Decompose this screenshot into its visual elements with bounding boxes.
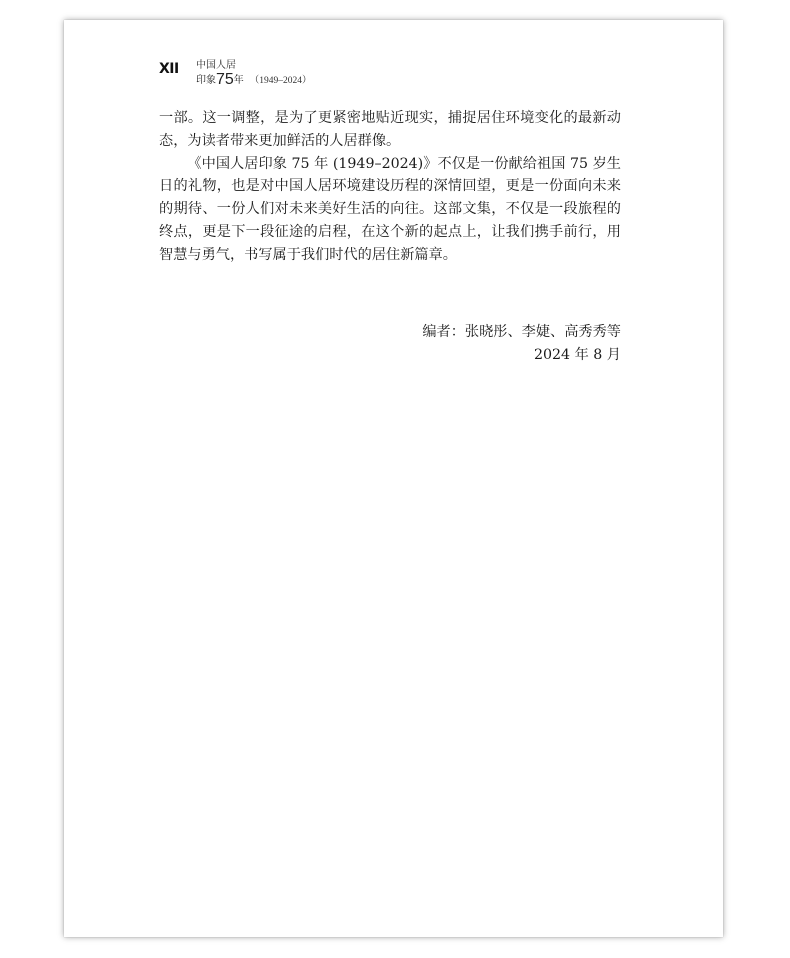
paragraph-1: 一部。这一调整，是为了更紧密地贴近现实，捕捉居住环境变化的最新动态，为读者带来更加鲜活的人居群像。 (159, 110, 621, 149)
book-title-line1: 中国人居 (196, 60, 236, 71)
page-number: XII (159, 61, 179, 77)
book-title-number: 75 (216, 71, 234, 88)
book-title (196, 59, 312, 89)
date-line: 2024 年 8 月 (533, 347, 621, 363)
book-page (64, 20, 723, 937)
book-title-line2 (196, 72, 312, 89)
editors-line: 编者：张晓彤、李婕、高秀秀等 (422, 324, 621, 340)
book-title-prefix: 印象 (196, 75, 216, 86)
paragraph-2: 《中国人居印象 75 年 (1949–2024)》不仅是一份献给祖国 75 岁生日的礼物，也是对中国人居环境建设历程的深情回望，更是一份面向未来的期待、一份人们对未来美好生活的向往。这部文集，不仅是一段旅程的终点，更是下一段征途的启程，在这个新的起点上，让我们携手前行，用智慧与勇气，书写属于我们时代的居住新篇章。 (159, 155, 621, 263)
body-text (159, 107, 621, 267)
book-title-years: （1949–2024） (249, 76, 312, 86)
book-title-suffix: 年 (233, 75, 244, 86)
signature-block (422, 321, 621, 367)
